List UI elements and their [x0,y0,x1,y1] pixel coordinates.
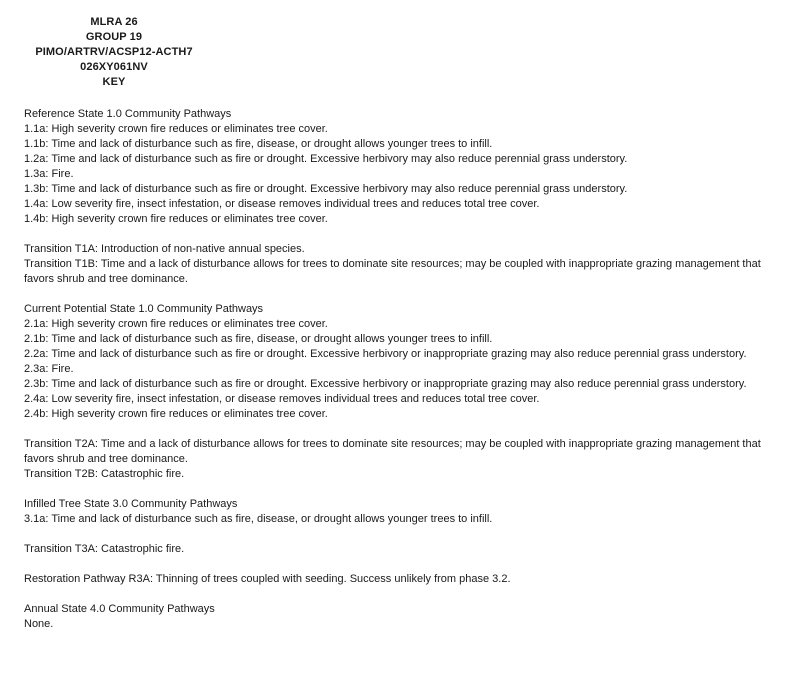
pathway-line: None. [24,618,54,630]
document-header [24,15,204,90]
section-title: Reference State 1.0 Community Pathways [24,108,232,120]
section-title: Current Potential State 1.0 Community Pathways [24,303,264,315]
spacer [24,227,779,242]
key-label: KEY [102,76,126,88]
pathway-line: 1.1b: Time and lack of disturbance such as fire, disease, or drought allows younger trees to infill. [24,138,493,150]
spacer [24,587,779,602]
pathway-line: 2.1a: High severity crown fire reduces or eliminates tree cover. [24,318,328,330]
spacer [24,557,779,572]
pathway-line: 1.3a: Fire. [24,168,74,180]
restoration-section [24,572,779,587]
pathway-line: 2.4a: Low severity fire, insect infestation, or disease removes individual trees and reduces total tree cover. [24,393,540,405]
spacer [24,287,779,302]
transitions-3-section [24,542,779,557]
transition-line: Transition T3A: Catastrophic fire. [24,543,185,555]
spacer [24,527,779,542]
pathway-line: 1.1a: High severity crown fire reduces or eliminates tree cover. [24,123,328,135]
transitions-1-section [24,242,779,287]
pathway-line: 1.4b: High severity crown fire reduces or eliminates tree cover. [24,213,328,225]
transition-line: Transition T2A: Time and a lack of disturbance allows for trees to dominate site resources; may be coupled with inappropriate grazing management that favors shrub and tree dominance. [24,438,761,465]
current-potential-state-section [24,302,779,422]
pathway-line: 1.2a: Time and lack of disturbance such as fire or drought. Excessive herbivory may also reduce perennial grass understory. [24,153,628,165]
species-code: PIMO/ARTRV/ACSP12-ACTH7 [35,46,193,58]
transition-line: Transition T2B: Catastrophic fire. [24,468,185,480]
site-id: 026XY061NV [80,61,148,73]
pathway-line: 2.3a: Fire. [24,363,74,375]
section-title: Infilled Tree State 3.0 Community Pathways [24,498,238,510]
pathway-line: 2.2a: Time and lack of disturbance such as fire or drought. Excessive herbivory or inappropriate grazing may also reduce perennial grass understory. [24,348,747,360]
pathway-line: 3.1a: Time and lack of disturbance such as fire, disease, or drought allows younger trees to infill. [24,513,493,525]
spacer [24,482,779,497]
pathway-line: 1.4a: Low severity fire, insect infestation, or disease removes individual trees and reduces total tree cover. [24,198,540,210]
reference-state-section [24,107,779,227]
spacer [24,422,779,437]
transition-line: Transition T1B: Time and a lack of disturbance allows for trees to dominate site resources; may be coupled with inappropriate grazing management that favors shrub and tree dominance. [24,258,761,285]
pathway-line: 2.4b: High severity crown fire reduces or eliminates tree cover. [24,408,328,420]
pathway-line: 2.3b: Time and lack of disturbance such as fire or drought. Excessive herbivory or inappropriate grazing may also reduce perennial grass understory. [24,378,747,390]
pathway-line: 2.1b: Time and lack of disturbance such as fire, disease, or drought allows younger trees to infill. [24,333,493,345]
mlra-label: MLRA 26 [90,16,138,28]
transition-line: Transition T1A: Introduction of non-native annual species. [24,243,305,255]
infilled-tree-state-section [24,497,779,527]
restoration-line: Restoration Pathway R3A: Thinning of trees coupled with seeding. Success unlikely from phase 3.2. [24,573,511,585]
section-title: Annual State 4.0 Community Pathways [24,603,215,615]
pathway-line: 1.3b: Time and lack of disturbance such as fire or drought. Excessive herbivory may also reduce perennial grass understory. [24,183,628,195]
annual-state-section [24,602,779,632]
transitions-2-section [24,437,779,482]
document-body [24,107,779,632]
group-label: GROUP 19 [85,31,143,43]
